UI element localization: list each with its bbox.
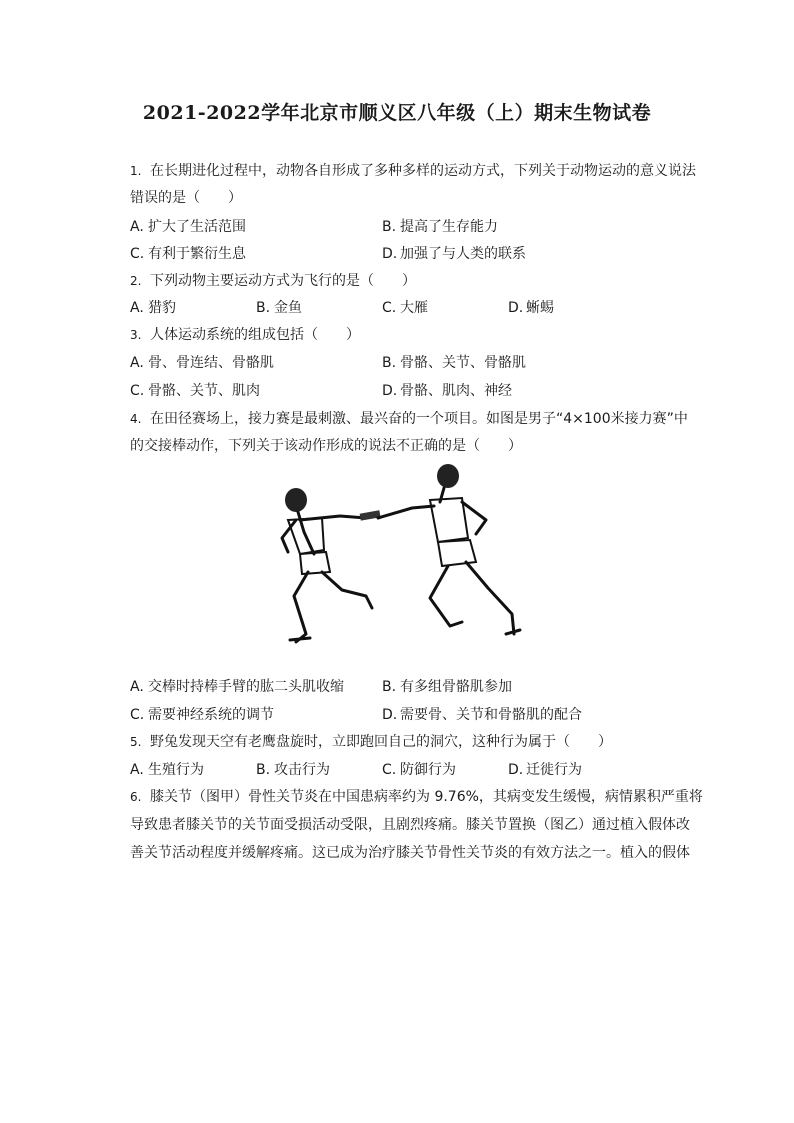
question-5-number: 5. [130,735,142,749]
question-3-option-a: A. 骨、骨连结、骨骼肌 [130,355,274,371]
question-1-option-c: C. 有利于繁衍生息 [130,246,246,262]
question-2-stem: 下列动物主要运动方式为飞行的是（ ） [150,273,416,289]
question-1-option-a: A. 扩大了生活范围 [130,219,246,235]
passing-runner [378,464,520,634]
question-1-number: 1. [130,164,142,178]
question-4-option-c: C. 需要神经系统的调节 [130,707,274,723]
question-6-line-3: 善关节活动程度并缓解疼痛。这已成为治疗膝关节骨性关节炎的有效方法之一。植入的假体 [130,845,690,861]
question-5-stem: 野兔发现天空有老鹰盘旋时，立即跑回自己的洞穴，这种行为属于（ ） [150,734,612,750]
question-3-stem: 人体运动系统的组成包括（ ） [150,327,360,343]
question-3-line-1 [130,326,360,344]
question-2-line-1 [130,272,416,290]
question-2-option-c: C. 大雁 [382,300,428,316]
question-4-line-2: 的交接棒动作，下列关于该动作形成的说法不正确的是（ ） [130,438,522,454]
question-2-option-d: D. 蜥蜴 [508,300,554,316]
question-6-line-1 [130,788,703,806]
question-2-number: 2. [130,274,142,288]
question-5-option-d: D. 迁徙行为 [508,762,582,778]
relay-baton-exchange-figure [262,462,532,654]
question-4-option-b: B. 有多组骨骼肌参加 [382,679,512,695]
question-6-line-2: 导致患者膝关节的关节面受损活动受限，且剧烈疼痛。膝关节置换（图乙）通过植入假体改 [130,817,690,833]
question-5-option-a: A. 生殖行为 [130,762,204,778]
question-4-number: 4. [130,412,142,426]
question-2-option-a: A. 猎豹 [130,300,176,316]
exam-title: 2021-2022学年北京市顺义区八年级（上）期末生物试卷 [142,102,652,124]
question-3-number: 3. [130,328,142,342]
receiving-runner [282,488,372,642]
question-3-option-b: B. 骨骼、关节、骨骼肌 [382,355,526,371]
question-6-stem: 膝关节（图甲）骨性关节炎在中国患病率约为 9.76%，其病变发生缓慢，病情累积严重将 [150,789,703,805]
question-5-option-c: C. 防御行为 [382,762,456,778]
question-2-option-b: B. 金鱼 [256,300,302,316]
question-3-option-d: D. 骨骼、肌肉、神经 [382,383,512,399]
question-4-option-d: D. 需要骨、关节和骨骼肌的配合 [382,707,582,723]
question-4-line-1 [130,410,688,428]
question-4-option-a: A. 交棒时持棒手臂的肱二头肌收缩 [130,679,344,695]
question-1-line-2: 错误的是（ ） [130,190,242,206]
question-5-option-b: B. 攻击行为 [256,762,330,778]
question-3-option-c: C. 骨骼、关节、肌肉 [130,383,260,399]
question-1-option-d: D. 加强了与人类的联系 [382,246,526,262]
question-4-stem: 在田径赛场上，接力赛是最刺激、最兴奋的一个项目。如图是男子“4×100米接力赛”中 [150,411,688,427]
question-6-number: 6. [130,790,142,804]
relay-runners-drawing [262,462,532,654]
question-5-line-1 [130,733,612,751]
question-1-option-b: B. 提高了生存能力 [382,219,498,235]
question-1-stem: 在长期进化过程中，动物各自形成了多种多样的运动方式，下列关于动物运动的意义说法 [150,163,696,179]
question-1-line-1 [130,162,696,180]
